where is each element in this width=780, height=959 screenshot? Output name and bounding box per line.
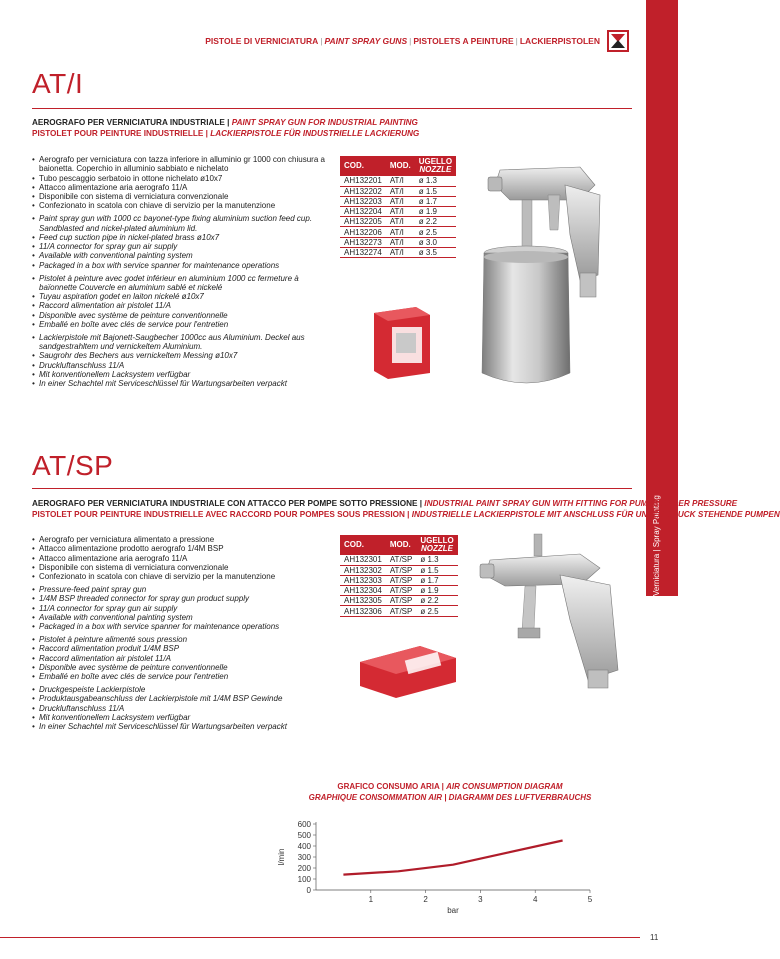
section1-bullet-fr-item: • Emballé en boîte avec clés de service pour l'entretien [32, 320, 332, 329]
header-de: LACKIERPISTOLEN [519, 36, 600, 46]
code-cell: AH132306 [340, 606, 386, 616]
model-cell: AT/I [386, 237, 415, 247]
code-cell: AH132204 [340, 207, 386, 217]
section2-subtitle-1: AEROGRAFO PER VERNICIATURA INDUSTRIALE CON ATTACCO PER POMPE SOTTO PRESSIONE | INDUSTRIAL PAINT SPRAY GUN WITH FITTING FOR PUMPS UNDER PRESSURE [32, 499, 738, 508]
y-axis-label: l/min [277, 848, 286, 866]
model-cell: AT/SP [386, 606, 417, 616]
page-number: 11 [650, 933, 659, 942]
table-row [340, 596, 458, 606]
code-cell: AH132303 [340, 575, 386, 585]
at-sp-spray-gun-image [470, 530, 635, 690]
model-cell: AT/SP [386, 565, 417, 575]
section2-spec-table [340, 535, 458, 617]
section1-bullet-de-item: • Druckluftanschluss 11/A [32, 361, 332, 370]
brand-logo-icon [607, 30, 629, 52]
section2-bullet-it-item: • Aerografo per verniciatura alimentato a pressione [32, 535, 332, 544]
section2-bullet-de-item: • Mit konventionellem Lacksystem verfügbar [32, 713, 332, 722]
x-tick-label: 1 [368, 895, 374, 904]
section2-bullet-fr-item: • Emballé en boîte avec clés de service pour l'entretien [32, 672, 332, 681]
x-axis-label: bar [447, 906, 459, 915]
table-row [340, 586, 458, 596]
code-cell: AH132301 [340, 555, 386, 565]
col-cod: COD. [340, 535, 386, 555]
section1-bullet-en-item: • Paint spray gun with 1000 cc bayonet-type fixing aluminium suction feed cup. Sandblasted and nickel-plated aluminium lid. [32, 214, 332, 233]
nozzle-cell: ø 2.5 [416, 606, 457, 616]
section2-bullet-it-item: • Disponibile con sistema di verniciatura convenzionale [32, 563, 332, 572]
col-mod: MOD. [386, 535, 417, 555]
nozzle-cell: ø 3.0 [415, 237, 456, 247]
y-tick-label: 100 [297, 875, 311, 884]
section1-bullet-en-item: • Available with conventional painting system [32, 251, 332, 260]
x-tick-label: 2 [423, 895, 428, 904]
section1-bullet-fr-item: • Tuyau aspiration godet en laiton nickelé ø10x7 [32, 292, 332, 301]
section1-bullet-it-item: • Confezionato in scatola con chiave di servizio per la manutenzione [32, 201, 332, 210]
section2-bullet-en-item: • Pressure-feed paint spray gun [32, 585, 332, 594]
section1-bullet-de-item: • In einer Schachtel mit Serviceschlüssel für Wartungsarbeiten verpackt [32, 379, 332, 388]
section2-rule [32, 488, 632, 489]
section1-bullet-it-item: • Tubo pescaggio serbatoio in ottone nichelato ø10x7 [32, 174, 332, 183]
y-tick-label: 500 [297, 831, 311, 840]
table-row [340, 575, 458, 585]
code-cell: AH132202 [340, 186, 386, 196]
nozzle-cell: ø 2.2 [415, 217, 456, 227]
model-cell: AT/I [386, 227, 415, 237]
y-tick-label: 200 [297, 864, 311, 873]
chart-title-1: GRAFICO CONSUMO ARIA | AIR CONSUMPTION DIAGRAM [337, 782, 563, 791]
section2-bullet-de-item: • In einer Schachtel mit Serviceschlüssel für Wartungsarbeiten verpackt [32, 722, 332, 731]
header-fr: PISTOLETS A PEINTURE [413, 36, 514, 46]
section2-subtitle-2: PISTOLET POUR PEINTURE INDUSTRIELLE AVEC RACCORD POUR POMPES SOUS PRESSION | INDUSTRIELLE LACKIERPISTOLE MIT ANSCHLUSS FÜR UNTER DRUCK STEHENDE PUMPEN [32, 510, 780, 519]
page-header: PISTOLE DI VERNICIATURA | PAINT SPRAY GUNS | PISTOLETS A PEINTURE | LACKIERPISTOLEN [205, 36, 600, 46]
col-cod: COD. [340, 156, 386, 176]
nozzle-cell: ø 1.5 [415, 186, 456, 196]
footer-rule [0, 937, 640, 938]
section2-bullet-fr-item: • Raccord alimentation produit 1/4M BSP [32, 644, 332, 653]
code-cell: AH132302 [340, 565, 386, 575]
model-cell: AT/I [386, 186, 415, 196]
table-row [340, 555, 458, 565]
nozzle-cell: ø 1.3 [415, 176, 456, 186]
section2-bullet-de-item: • Produktausgabeanschluss der Lackierpistole mit 1/4M BSP Gewinde [32, 694, 332, 703]
section2-bullet-en-item: • Packaged in a box with service spanner for maintenance operations [32, 622, 332, 631]
col-nozzle: UGELLO NOZZLE [416, 535, 457, 555]
model-cell: AT/SP [386, 586, 417, 596]
at-i-box-image [370, 303, 434, 379]
model-cell: AT/I [386, 207, 415, 217]
section2-bullet-fr-item: • Disponible avec système de peinture conventionnelle [32, 663, 332, 672]
code-cell: AH132274 [340, 247, 386, 257]
at-sp-box-image [356, 640, 460, 700]
section2-title: AT/SP [32, 450, 114, 481]
code-cell: AH132203 [340, 196, 386, 206]
code-cell: AH132304 [340, 586, 386, 596]
nozzle-cell: ø 1.7 [415, 196, 456, 206]
nozzle-cell: ø 2.2 [416, 596, 457, 606]
code-cell: AH132206 [340, 227, 386, 237]
section1-title: AT/I [32, 68, 84, 99]
section1-bullet-en-item: • 11/A connector for spray gun air supply [32, 242, 332, 251]
col-mod: MOD. [386, 156, 415, 176]
chart-title-2: GRAPHIQUE CONSOMMATION AIR | DIAGRAMM DES LUFTVERBRAUCHS [308, 793, 592, 802]
code-cell: AH132305 [340, 596, 386, 606]
model-cell: AT/I [386, 247, 415, 257]
nozzle-cell: ø 1.9 [415, 207, 456, 217]
y-tick-label: 0 [306, 886, 311, 895]
section1-bullet-fr-item: • Pistolet à peinture avec godet inférieur en aluminium 1000 cc fermeture à baïonnette Couvercle en aluminium sablé et nickelé [32, 274, 332, 293]
section1-bullets [32, 155, 332, 392]
y-tick-label: 400 [297, 842, 311, 851]
series-line-consumption [343, 841, 562, 875]
section2-bullet-it-item: • Confezionato in scatola con chiave di servizio per la manutenzione [32, 572, 332, 581]
code-cell: AH132205 [340, 217, 386, 227]
section1-bullet-it-item: • Aerografo per verniciatura con tazza inferiore in alluminio gr 1000 con chiusura a baionetta. Coperchio in alluminio sabbiato e nichelato [32, 155, 332, 174]
at-i-spray-gun-image [430, 145, 630, 425]
section2-bullet-it-item: • Attacco alimentazione aria aerografo 11/A [32, 554, 332, 563]
model-cell: AT/I [386, 176, 415, 186]
col-nozzle: UGELLO NOZZLE [415, 156, 456, 176]
code-cell: AH132201 [340, 176, 386, 186]
code-cell: AH132273 [340, 237, 386, 247]
section2-bullets [32, 535, 332, 735]
section1-subtitle-2: PISTOLET POUR PEINTURE INDUSTRIELLE | LACKIERPISTOLE FÜR INDUSTRIELLE LACKIERUNG [32, 129, 420, 138]
section2-bullet-en-item: • Available with conventional painting system [32, 613, 332, 622]
table-row [340, 565, 458, 575]
section1-subtitle-1: AEROGRAFO PER VERNICIATURA INDUSTRIALE | PAINT SPRAY GUN FOR INDUSTRIAL PAINTING [32, 118, 418, 127]
x-tick-label: 3 [478, 895, 483, 904]
y-tick-label: 300 [297, 853, 311, 862]
model-cell: AT/I [386, 196, 415, 206]
nozzle-cell: ø 1.3 [416, 555, 457, 565]
section2-bullet-it-item: • Attacco alimentazione prodotto aerografo 1/4M BSP [32, 544, 332, 553]
side-tab-label: Verniciatura | Spray Painting [652, 495, 661, 596]
section2-bullet-fr-item: • Raccord alimentation air pistolet 11/A [32, 654, 332, 663]
model-cell: AT/SP [386, 596, 417, 606]
section1-bullet-it-item: • Disponibile con sistema di verniciatura convenzionale [32, 192, 332, 201]
y-tick-label: 600 [297, 820, 311, 829]
x-tick-label: 5 [587, 895, 593, 904]
model-cell: AT/SP [386, 555, 417, 565]
nozzle-cell: ø 2.5 [415, 227, 456, 237]
section2-bullet-de-item: • Druckluftanschluss 11/A [32, 704, 332, 713]
nozzle-cell: ø 1.7 [416, 575, 457, 585]
x-tick-label: 4 [532, 895, 538, 904]
section2-bullet-en-item: • 1/4M BSP threaded connector for spray gun product supply [32, 594, 332, 603]
section1-rule [32, 108, 632, 109]
section1-bullet-de-item: • Lackierpistole mit Bajonett-Saugbecher 1000cc aus Aluminium. Deckel aus sandgestrahltem und vernickeltem Aluminium. [32, 333, 332, 352]
section2-bullet-fr-item: • Pistolet à peinture alimenté sous pression [32, 635, 332, 644]
section1-bullet-fr-item: • Raccord alimentation air pistolet 11/A [32, 301, 332, 310]
nozzle-cell: ø 1.5 [416, 565, 457, 575]
section1-bullet-de-item: • Saugrohr des Bechers aus vernickeltem Messing ø10x7 [32, 351, 332, 360]
air-consumption-chart [270, 812, 610, 922]
section2-bullet-de-item: • Druckgespeiste Lackierpistole [32, 685, 332, 694]
nozzle-cell: ø 1.9 [416, 586, 457, 596]
model-cell: AT/I [386, 217, 415, 227]
table-row [340, 606, 458, 616]
section1-bullet-de-item: • Mit konventionellem Lacksystem verfügbar [32, 370, 332, 379]
section1-bullet-fr-item: • Disponible avec système de peinture conventionnelle [32, 311, 332, 320]
section1-bullet-en-item: • Feed cup suction pipe in nickel-plated brass ø10x7 [32, 233, 332, 242]
header-it: PISTOLE DI VERNICIATURA [205, 36, 319, 46]
header-en: PAINT SPRAY GUNS [324, 36, 408, 46]
section1-bullet-en-item: • Packaged in a box with service spanner for maintenance operations [32, 261, 332, 270]
section1-bullet-it-item: • Attacco alimentazione aria aerografo 11/A [32, 183, 332, 192]
nozzle-cell: ø 3.5 [415, 247, 456, 257]
model-cell: AT/SP [386, 575, 417, 585]
section2-bullet-en-item: • 11/A connector for spray gun air supply [32, 604, 332, 613]
